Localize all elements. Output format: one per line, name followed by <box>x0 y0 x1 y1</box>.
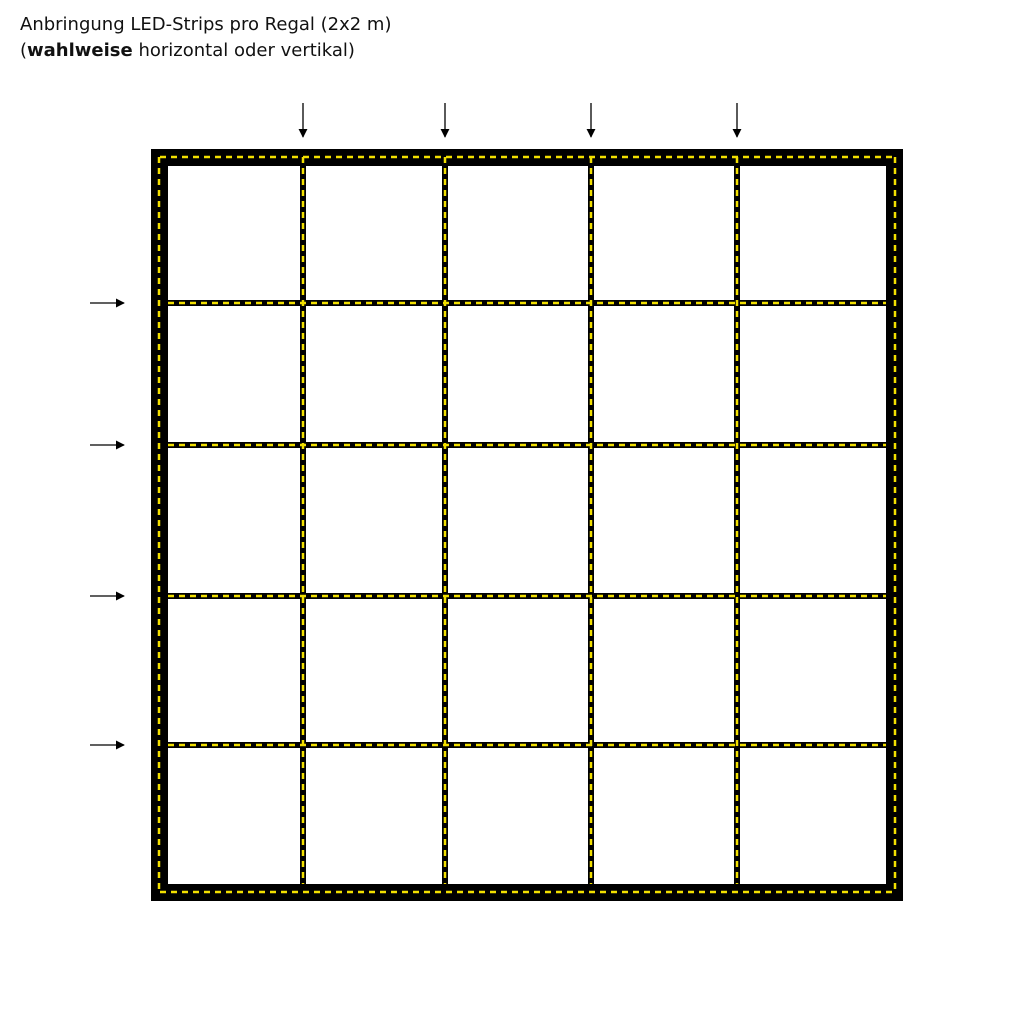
shelf-inner-area <box>168 166 886 884</box>
title-line-2: (wahlweise horizontal oder vertikal) <box>20 40 355 61</box>
shelf-frame <box>151 149 903 901</box>
title-line-1: Anbringung LED-Strips pro Regal (2x2 m) <box>20 14 392 35</box>
title-emphasis: wahlweise <box>27 40 133 61</box>
